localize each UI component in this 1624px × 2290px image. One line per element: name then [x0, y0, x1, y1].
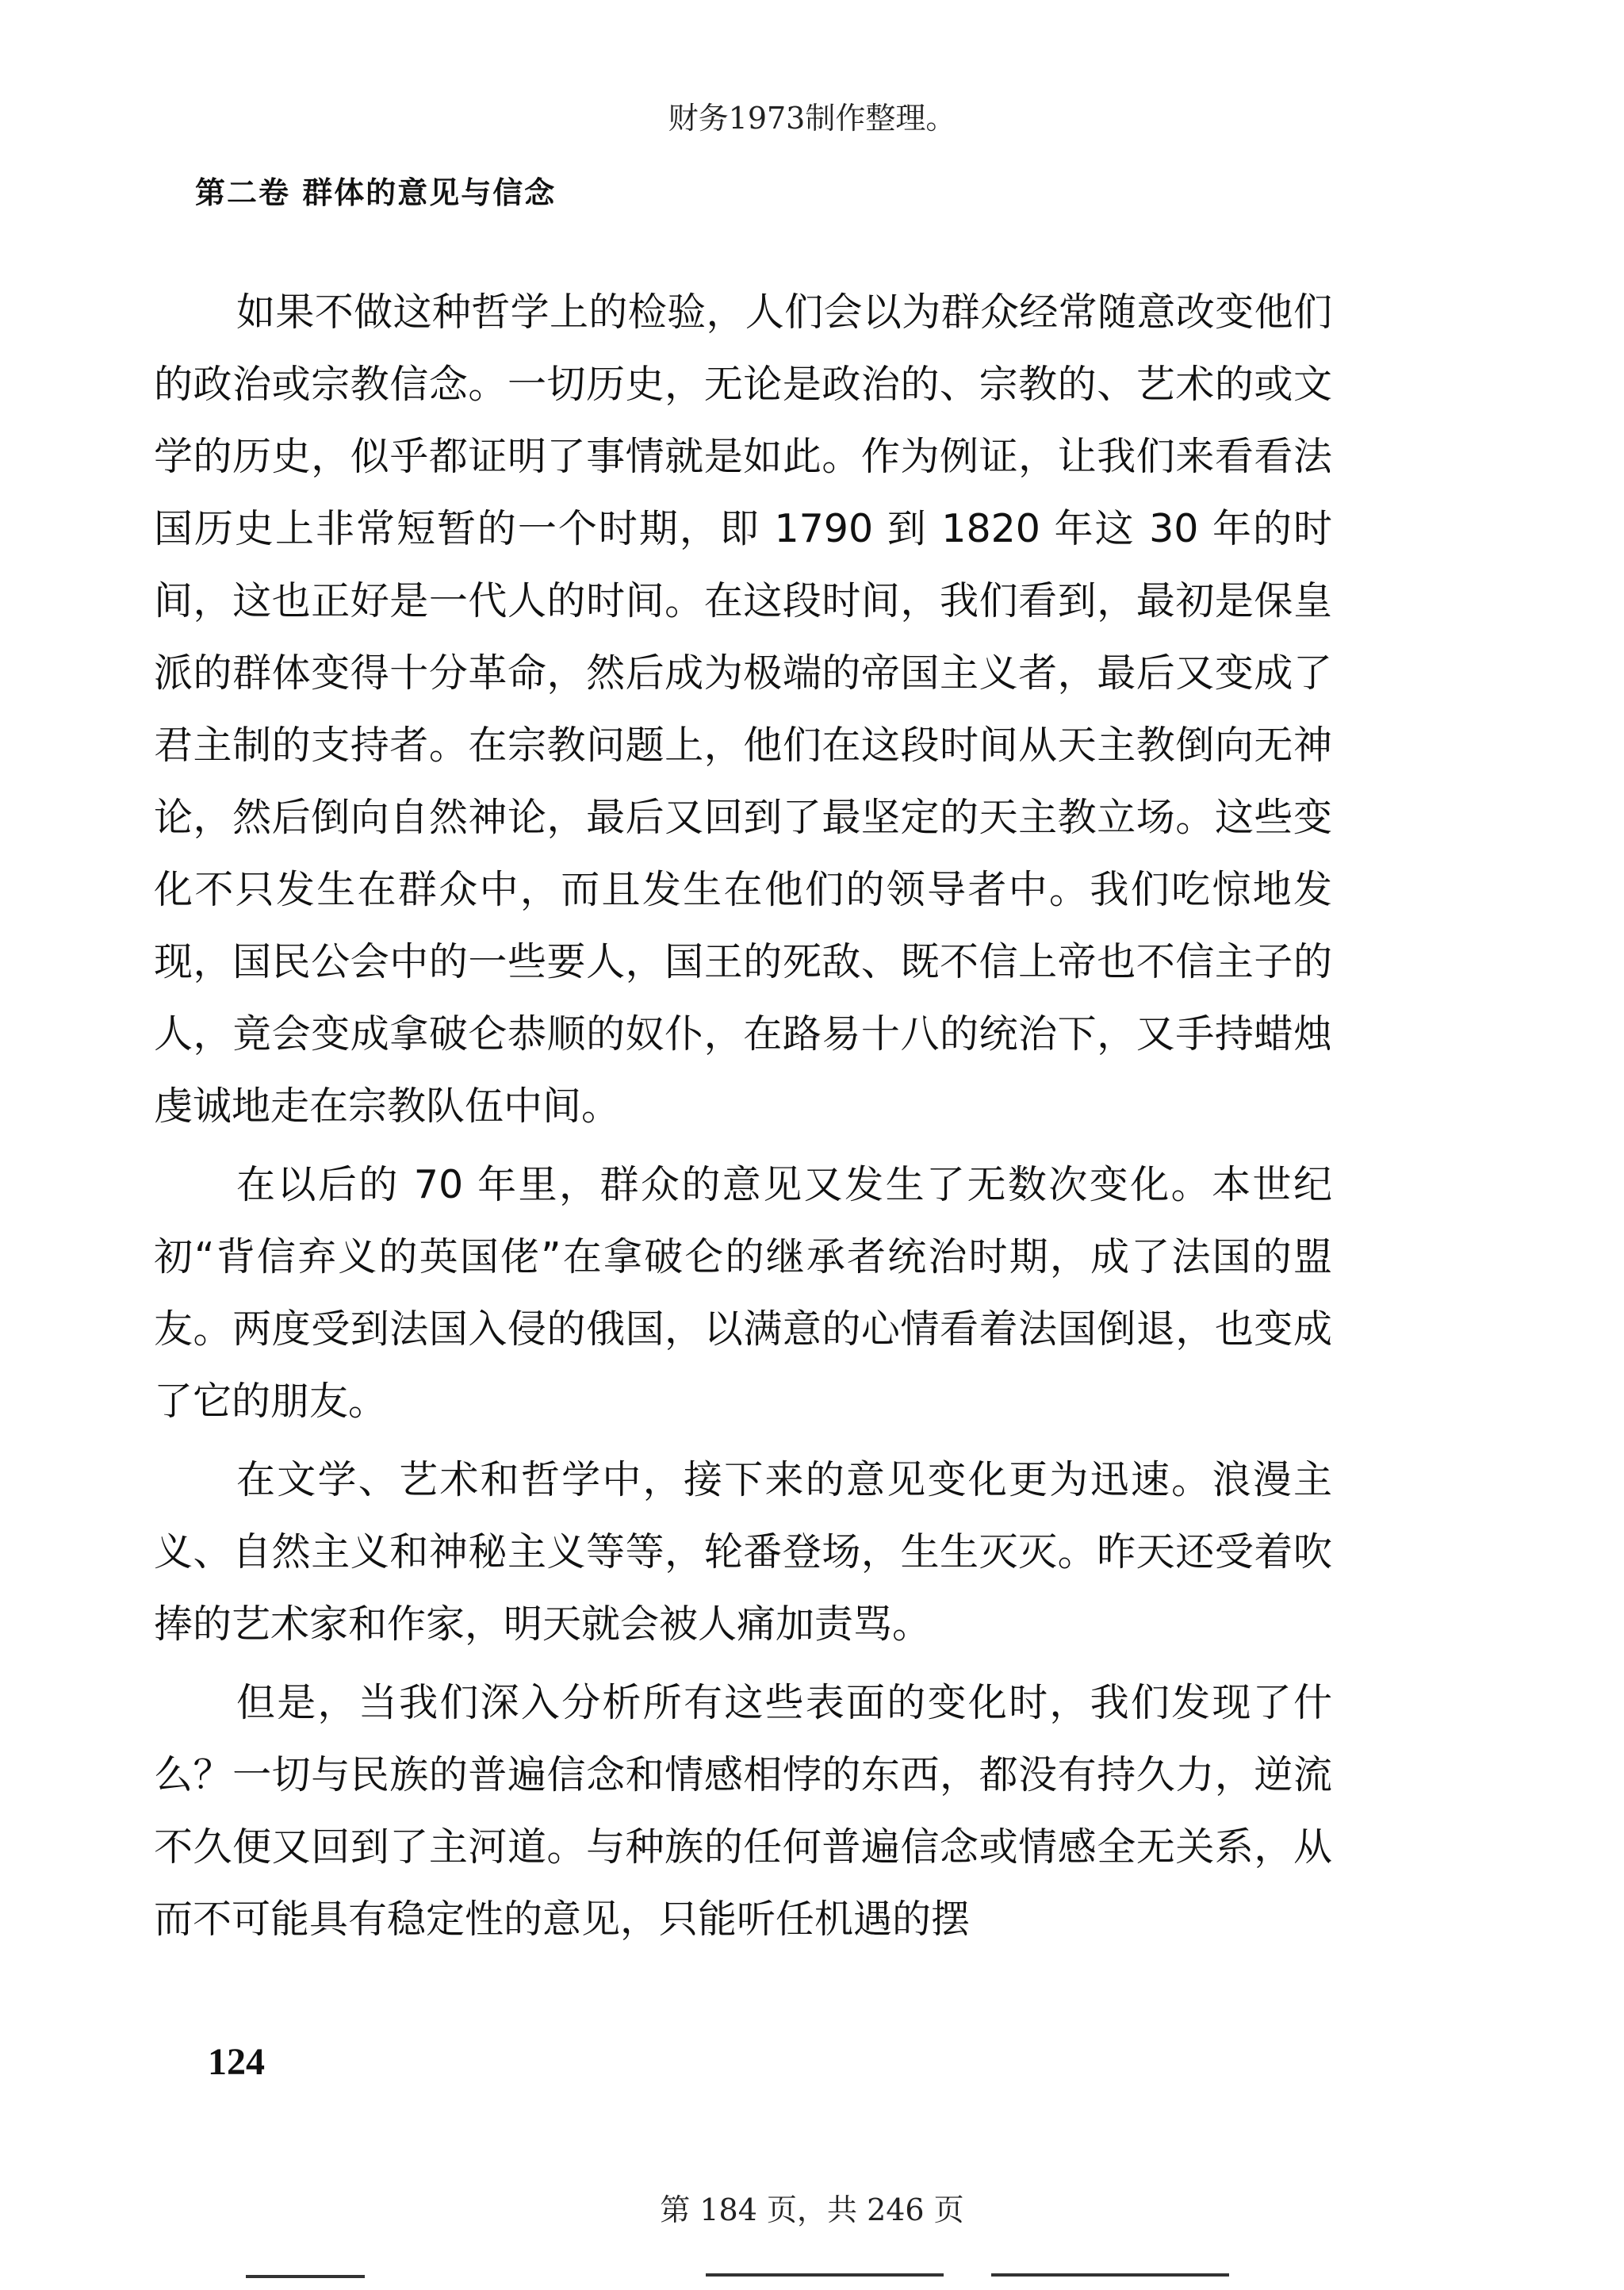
paragraph-2: 在以后的 70 年里，群众的意见又发生了无数次变化。本世纪初“背信弃义的英国佬”在拿破仑的继承者统治时期，成了法国的盟友。两度受到法国入侵的俄国，以满意的心情看着法国倒退，也变成了它的朋友。 — [154, 1162, 1332, 1424]
scan-artifact-left — [246, 2275, 365, 2278]
scan-artifact-right — [991, 2273, 1229, 2277]
running-head: 第二卷 群体的意见与信念 — [195, 175, 557, 210]
page-number: 124 — [208, 2041, 265, 2083]
paragraph-4: 但是，当我们深入分析所有这些表面的变化时，我们发现了什么？一切与民族的普遍信念和情感相悖的东西，都没有持久力，逆流不久便又回到了主河道。与种族的任何普遍信念或情感全无关系，从而不可能具有稳定性的意见，只能听任机遇的摆 — [154, 1680, 1332, 1942]
scan-artifact-mid — [706, 2273, 944, 2277]
body-text — [154, 276, 1332, 1962]
page-footer: 第 184 页，共 246 页 — [660, 2192, 964, 2227]
paragraph-3: 在文学、艺术和哲学中，接下来的意见变化更为迅速。浪漫主义、自然主义和神秘主义等等，轮番登场，生生灭灭。昨天还受着吹捧的艺术家和作家，明天就会被人痛加责骂。 — [154, 1457, 1332, 1647]
watermark-text: 财务1973制作整理。 — [668, 101, 956, 136]
paragraph-1: 如果不做这种哲学上的检验，人们会以为群众经常随意改变他们的政治或宗教信念。一切历史，无论是政治的、宗教的、艺术的或文学的历史，似乎都证明了事情就是如此。作为例证，让我们来看看法国历史上非常短暂的一个时期，即 1790 到 1820 年这 30 年的时间，这也正好是一代人的时间。在这段时间，我们看到，最初是保皇派的群体变得十分革命，然后成为极端的帝国主义者，最后又变成了君主制的支持者。在宗教问题上，他们在这段时间从天主教倒向无神论，然后倒向自然神论，最后又回到了最坚定的天主教立场。这些变化不只发生在群众中，而且发生在他们的领导者中。我们吃惊地发现，国民公会中的一些要人，国王的死敌、既不信上帝也不信主子的人，竟会变成拿破仑恭顺的奴仆，在路易十八的统治下，又手持蜡烛虔诚地走在宗教队伍中间。 — [154, 290, 1332, 1129]
